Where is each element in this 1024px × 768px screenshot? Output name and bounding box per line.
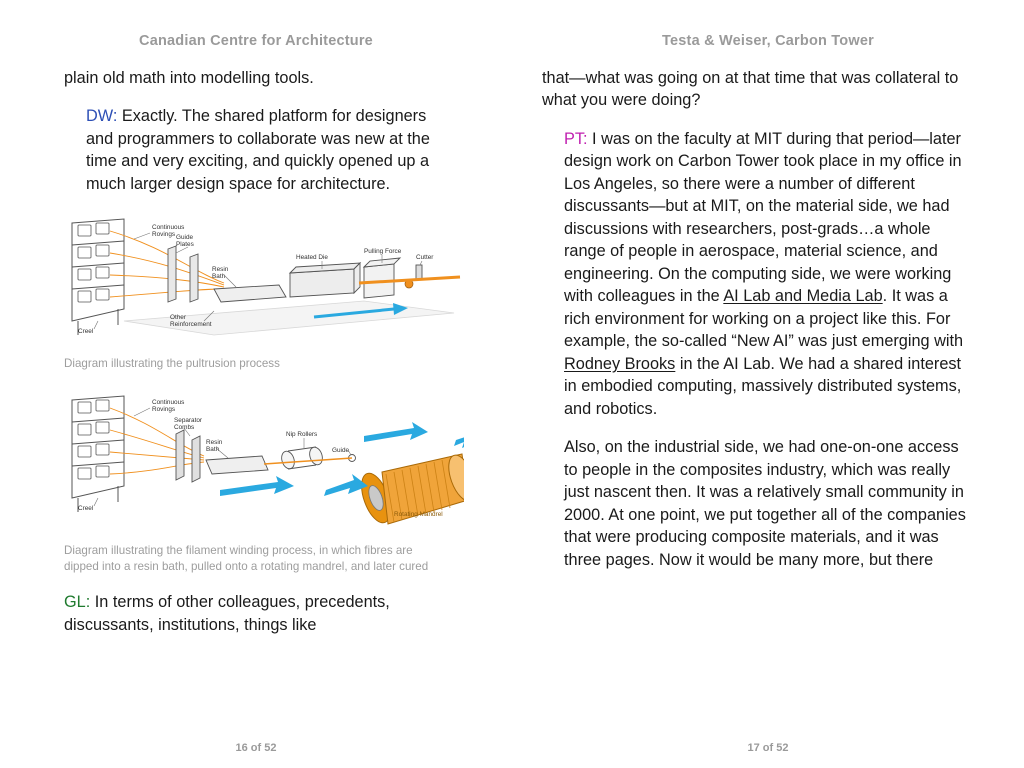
right-page-body: [512, 67, 1024, 571]
label-creel-2: Creel: [78, 505, 94, 513]
paragraph-gl-text: In terms of other colleagues, precedents, discussants, institutions, things like: [64, 593, 390, 634]
right-page-header: Testa & Weiser, Carbon Tower: [662, 33, 874, 49]
figure-pultrusion: [64, 217, 450, 372]
svg-text:Reinforcement: Reinforcement: [170, 321, 212, 329]
right-page: [512, 0, 1024, 768]
speaker-label-gl: GL:: [64, 593, 91, 612]
left-page-header: Canadian Centre for Architecture: [139, 33, 373, 49]
label-resin-bath: Resin: [212, 266, 229, 274]
paragraph-gl-quote: [64, 591, 450, 636]
paragraph-carryover-right: that—what was going on at that time that was collateral to what you were doing?: [542, 69, 959, 110]
speaker-label-pt: PT:: [564, 129, 588, 148]
pultrusion-diagram-svg: [64, 217, 464, 347]
filament-winding-diagram-svg: [64, 394, 464, 534]
paragraph-pt-quote-2: Also, on the industrial side, we had one-on-one access to people in the composites industry, which was really just nascent then. It was a relatively small community in 2000. At one point, we put together all of the companies that were producing composite materials, and it was three pages. Now it would be many more, but there: [564, 438, 966, 569]
svg-text:Combs: Combs: [174, 424, 195, 432]
pt-seg-0: I was on the faculty at MIT during that period—later design work on Carbon Tower took place in my office in Los Angeles, so there were a number of different discussants—but at MIT, on the material side, we had discussions with researchers, post-grads…a whole range of people in aerospace, material science, and engineering. On the computing side, we were working with colleagues in the: [564, 129, 962, 306]
left-page-body: [0, 67, 512, 636]
pt-seg-2: . It was a rich environment for working on a project like this. For example, the so-called “New AI” was just emerging with: [564, 287, 964, 351]
paragraph-pt-quote-1: [564, 128, 968, 420]
link-rodney-brooks[interactable]: Rodney Brooks: [564, 354, 676, 373]
label-rotating-mandrel: Rotating Mandrel: [394, 511, 443, 519]
svg-text:Plates: Plates: [176, 241, 194, 249]
label-separator-combs: Separator: [174, 417, 203, 425]
svg-text:Rovings: Rovings: [152, 231, 176, 239]
speaker-label-dw: DW:: [86, 107, 118, 126]
link-ai-lab-and-media-lab[interactable]: AI Lab and Media Lab: [723, 287, 883, 306]
label-cutter: Cutter: [416, 254, 434, 262]
svg-text:Bath: Bath: [206, 446, 220, 454]
paragraph-dw-quote: [86, 105, 450, 195]
label-continuous-rovings: Continuous: [152, 224, 185, 232]
label-guide-2: Guide: [332, 447, 350, 455]
label-continuous-rovings-2: Continuous: [152, 399, 185, 407]
label-creel: Creel: [78, 328, 94, 336]
svg-text:Rovings: Rovings: [152, 406, 176, 414]
spacer: [64, 574, 450, 591]
pt-seg-4: in the AI Lab. We had a shared interest in embodied computing, massively distributed systems, and robotics.: [564, 354, 962, 418]
label-nip-rollers: Nip Rollers: [286, 431, 318, 439]
label-resin-bath-2: Resin: [206, 439, 223, 447]
label-heated-die: Heated Die: [296, 254, 328, 262]
paragraph-dw-text: Exactly. The shared platform for designers and programmers to collaborate was new at the time and very exciting, and quickly opened up a much larger design space for architecture.: [86, 107, 430, 193]
label-other-reinforcement: Other: [170, 314, 186, 322]
caption-filament-winding: Diagram illustrating the filament winding process, in which fibres are dipped into a resin bath, pulled onto a rotating mandrel, and later cured: [64, 544, 429, 573]
label-pulling-force: Pulling Force: [364, 248, 402, 256]
paragraph-carryover: plain old math into modelling tools.: [64, 69, 314, 87]
figure-filament-winding: [64, 394, 450, 574]
svg-text:Bath: Bath: [212, 273, 226, 281]
caption-pultrusion: Diagram illustrating the pultrusion process: [64, 357, 280, 371]
left-page-number: 16 of 52: [235, 742, 277, 754]
right-page-number: 17 of 52: [747, 742, 789, 754]
label-guide-plates: Guide: [176, 234, 194, 242]
